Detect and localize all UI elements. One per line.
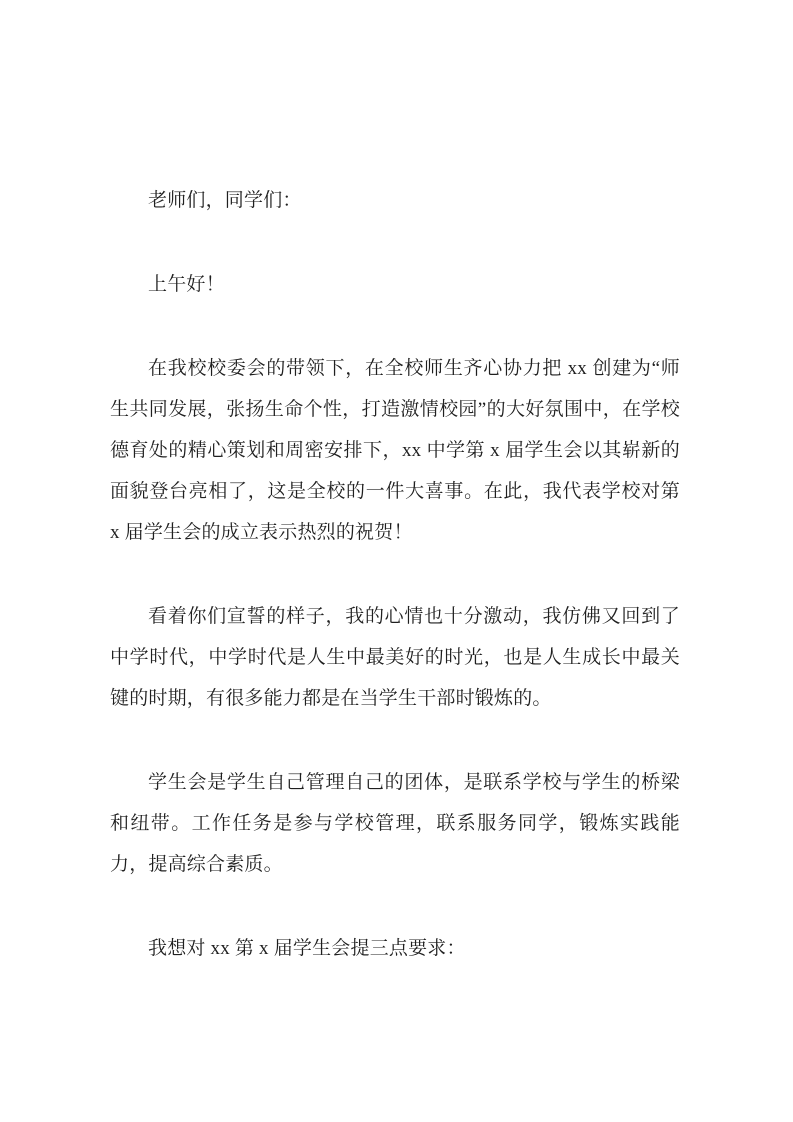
paragraph-salutation: 老师们，同学们：: [148, 190, 302, 211]
paragraph-body-3: 学生会是学生自己管理自己的团体，是联系学校与学生的桥梁和纽带。工作任务是参与学校管理，联系服务同学，锻炼实践能力，提高综合素质。: [110, 772, 680, 875]
paragraph-greeting: 上午好！: [148, 274, 225, 295]
document-body: [110, 180, 680, 969]
paragraph-body-1: 在我校校委会的带领下，在全校师生齐心协力把 xx 创建为“师生共同发展，张扬生命个性，打造激情校园”的大好氛围中，在学校德育处的精心策划和周密安排下，xx 中学第 x 届学生会以其崭新的面貌登台亮相了，这是全校的一件大喜事。在此，我代表学校对第 x 届学生会的成立表示热烈的祝贺！: [110, 358, 680, 543]
paragraph-requirements-lead: 我想对 xx 第 x 届学生会提三点要求：: [148, 938, 466, 959]
paragraph-body-2: 看着你们宣誓的样子，我的心情也十分激动，我仿佛又回到了中学时代，中学时代是人生中最美好的时光，也是人生成长中最关键的时期，有很多能力都是在当学生干部时锻炼的。: [110, 606, 680, 709]
